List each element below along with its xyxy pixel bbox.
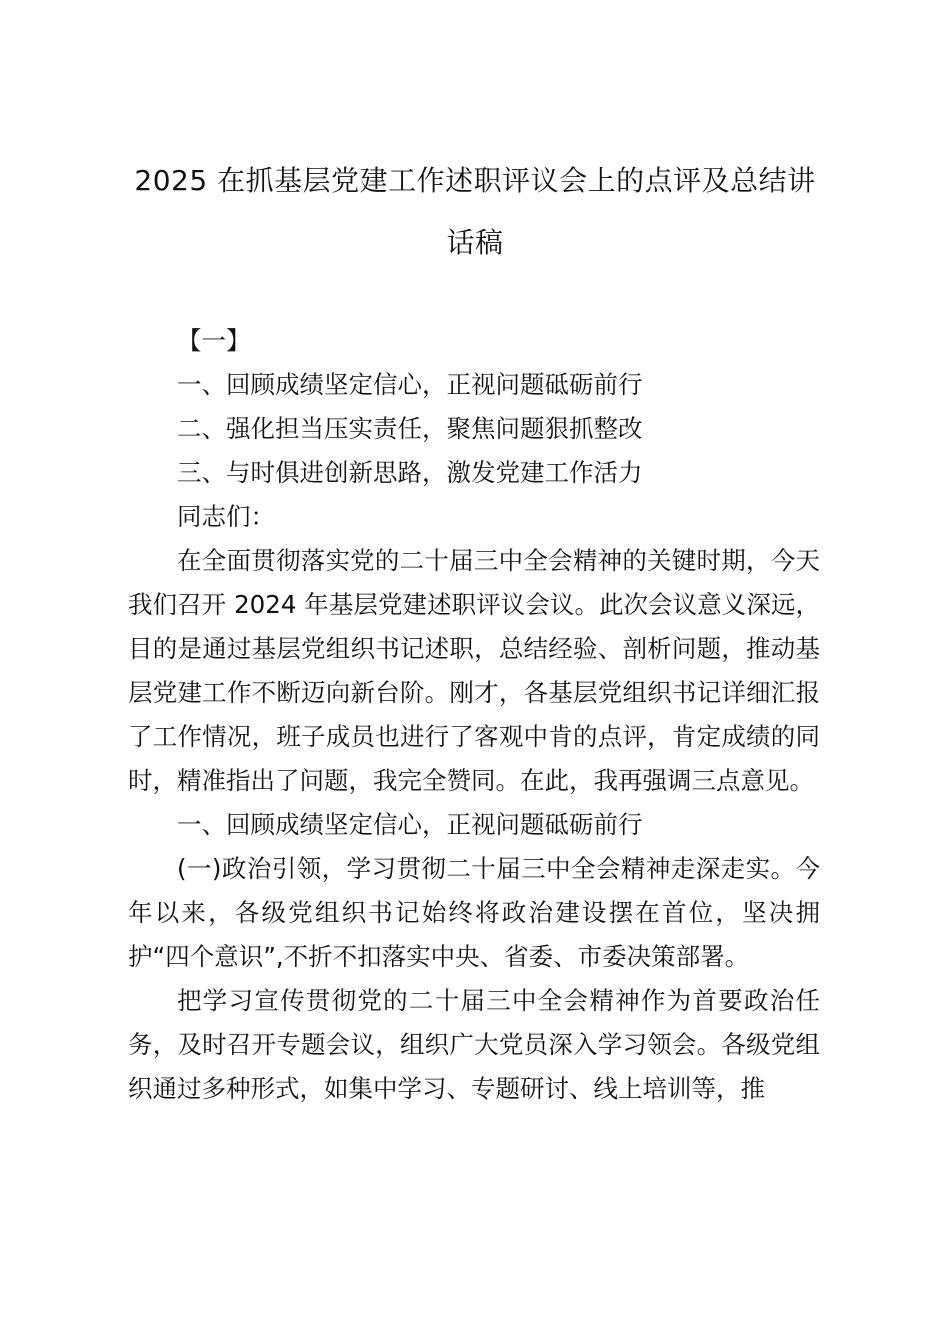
paragraph-intro: 在全面贯彻落实党的二十届三中全会精神的关键时期，今天我们召开 2024 年基层党建述职评议会议。此次会议意义深远，目的是通过基层党组织书记述职，总结经验、剖析问题，推动基层党建工作不断迈向新台阶。刚才，各基层党组织书记详细汇报了工作情况，班子成员也进行了客观中肯的点评，肯定成绩的同时，精准指出了问题，我完全赞同。在此，我再强调三点意见。 — [128, 546, 820, 795]
outline-item-1: 一、回顾成绩坚定信心，正视问题砥砺前行 — [177, 370, 643, 399]
outline-item-3: 三、与时俱进创新思路，激发党建工作活力 — [177, 458, 643, 487]
salutation: 同志们： — [177, 502, 275, 531]
document-title: 2025 在抓基层党建工作述职评议会上的点评及总结讲话稿 — [134, 164, 816, 259]
outline-item-2: 二、强化担当压实责任，聚焦问题狠抓整改 — [177, 414, 643, 443]
document-body — [128, 319, 820, 1111]
paragraph-study: 把学习宣传贯彻党的二十届三中全会精神作为首要政治任务，及时召开专题会议，组织广大党员深入学习领会。各级党组织通过多种形式，如集中学习、专题研讨、线上培训等，推 — [128, 986, 820, 1103]
paragraph-political-leadership: (一)政治引领，学习贯彻二十届三中全会精神走深走实。今年以来，各级党组织书记始终将政治建设摆在首位，坚决拥护“四个意识”,不折不扣落实中央、省委、市委决策部署。 — [128, 854, 820, 971]
section-heading-1: 一、回顾成绩坚定信心，正视问题砥砺前行 — [177, 810, 643, 839]
section-marker: 【一】 — [177, 326, 251, 355]
